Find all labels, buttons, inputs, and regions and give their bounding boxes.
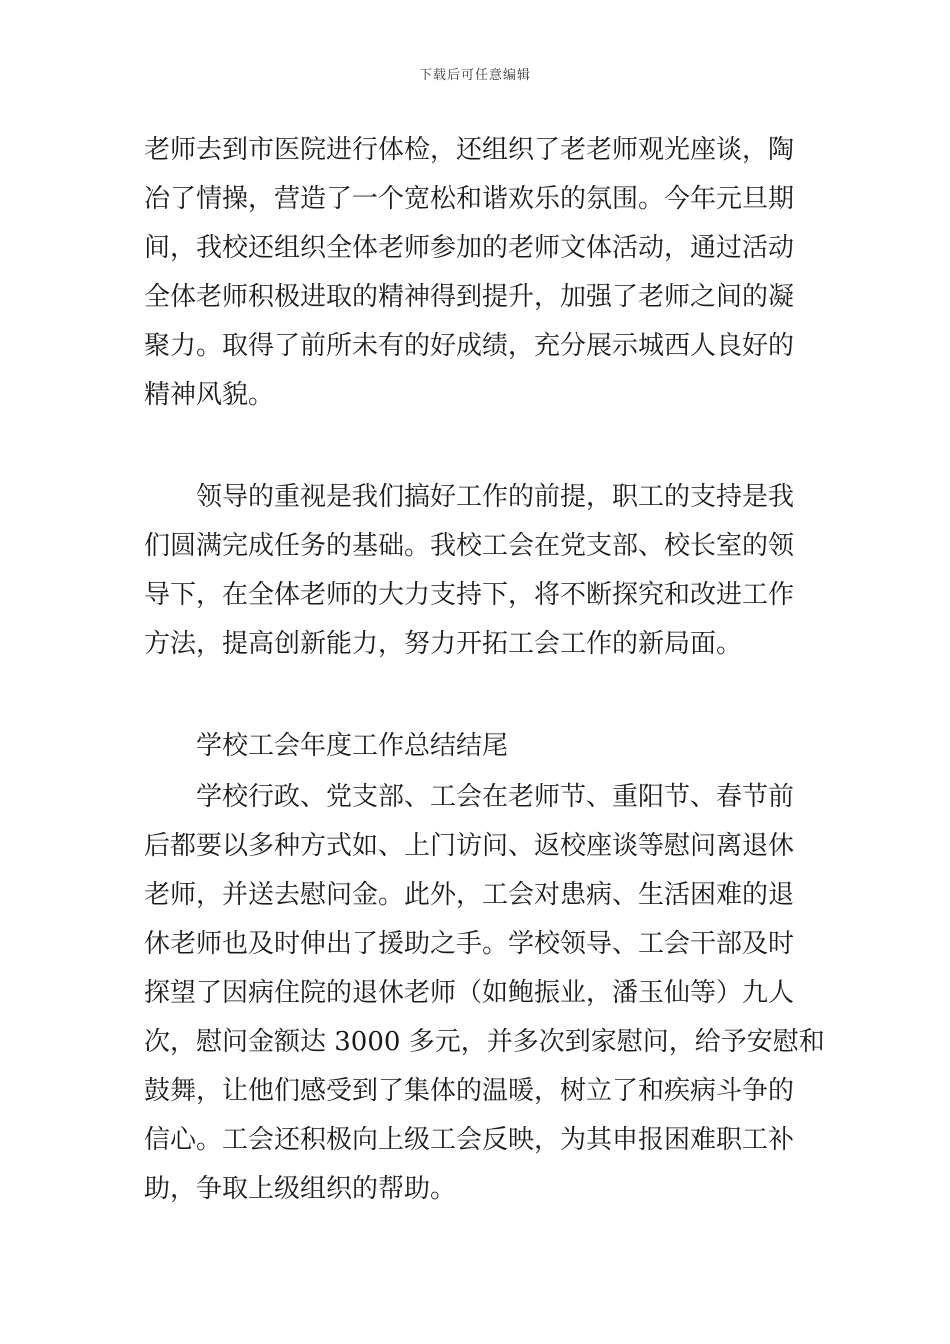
paragraph-line: 鼓舞，让他们感受到了集体的温暖，树立了和疾病斗争的 [144, 1076, 795, 1106]
paragraph-3 [144, 773, 825, 1214]
paragraph-line: 聚力。取得了前所未有的好成绩，充分展示城西人良好的 [144, 331, 795, 361]
page-header: 下载后可任意编辑 [418, 68, 531, 83]
section-title [144, 722, 809, 771]
paragraph-line: 老师，并送去慰问金。此外，工会对患病、生活困难的退 [144, 880, 795, 910]
paragraph-line: 学校行政、党支部、工会在老师节、重阳节、春节前 [196, 782, 795, 812]
paragraph-line: 次，慰问金额达 3000 多元，并多次到家慰问，给予安慰和 [144, 1027, 825, 1057]
paragraph-line: 领导的重视是我们搞好工作的前提，职工的支持是我 [196, 482, 795, 512]
paragraph-line: 导下，在全体老师的大力支持下，将不断探究和改进工作 [144, 580, 795, 610]
paragraph-line: 全体老师积极进取的精神得到提升，加强了老师之间的凝 [144, 282, 795, 312]
paragraph-line: 助，争取上级组织的帮助。 [144, 1174, 457, 1204]
paragraph-line: 们圆满完成任务的基础。我校工会在党支部、校长室的领 [144, 531, 795, 561]
paragraph-line: 冶了情操，营造了一个宽松和谐欢乐的氛围。今年元旦期 [144, 184, 795, 214]
paragraph-1 [144, 126, 809, 420]
paragraph-line: 信心。工会还积极向上级工会反映，为其申报困难职工补 [144, 1125, 795, 1155]
paragraph-2 [144, 473, 809, 669]
paragraph-line: 方法，提高创新能力，努力开拓工会工作的新局面。 [144, 629, 743, 659]
paragraph-line: 休老师也及时伸出了援助之手。学校领导、工会干部及时 [144, 929, 795, 959]
paragraph-line: 后都要以多种方式如、上门访问、返校座谈等慰问离退休 [144, 831, 795, 861]
paragraph-line: 老师去到市医院进行体检，还组织了老老师观光座谈，陶 [144, 135, 795, 165]
paragraph-line: 探望了因病住院的退休老师（如鲍振业，潘玉仙等）九人 [144, 978, 795, 1008]
paragraph-line: 精神风貌。 [144, 380, 275, 410]
paragraph-line: 间，我校还组织全体老师参加的老师文体活动，通过活动 [144, 233, 795, 263]
section-title-text: 学校工会年度工作总结结尾 [196, 731, 509, 761]
